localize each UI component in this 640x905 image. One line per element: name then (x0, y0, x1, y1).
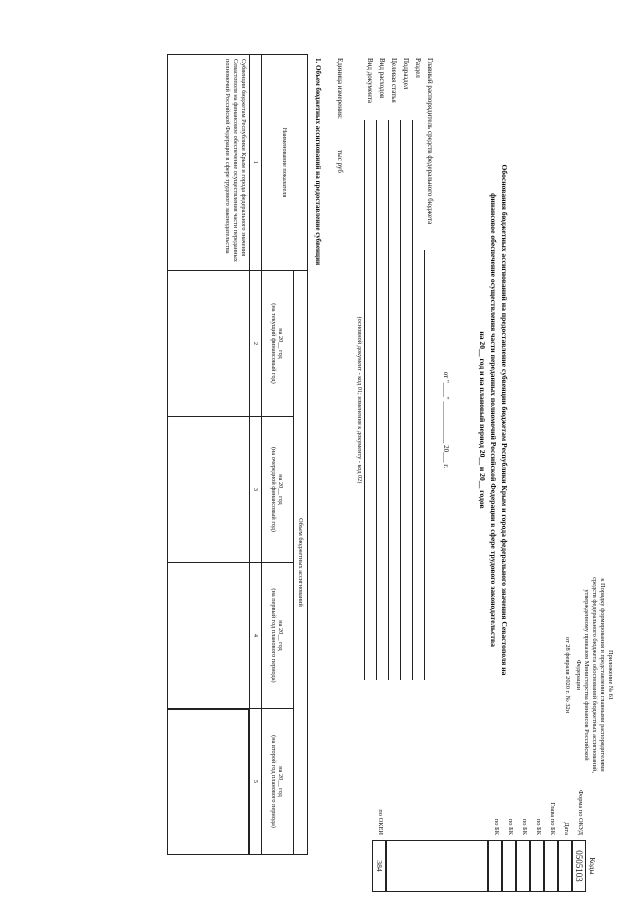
appendix-number: Приложение № 61 (607, 650, 614, 700)
razdel-line (412, 120, 413, 680)
col-year-label: на 20__ год (277, 328, 285, 359)
podrazdel-label: Подраздел (402, 58, 410, 90)
chief-manager-label: Главный распорядитель средств федерального бюджета (426, 58, 434, 225)
value-cell-current-year[interactable] (168, 271, 250, 417)
col-year-sub: (на текущий финансовый год) (270, 303, 278, 384)
unit-value: тыс руб (336, 150, 344, 173)
podrazdel-line (400, 120, 401, 680)
doc-type-hint: (основной документ - код 01; изменения к документу - код 02) (356, 316, 363, 484)
approval-line: к Порядку формирования и представления главными распорядителями (599, 578, 606, 772)
subvention-row-label (168, 55, 250, 271)
value-cell-next-year[interactable] (168, 417, 250, 563)
vr-code (488, 840, 502, 892)
col-next-year-header (262, 417, 294, 563)
col-name-header: Наименование показателя (262, 55, 308, 271)
razdel-bk-label: по БК (535, 818, 542, 835)
form-title-line-2: финансовое обеспечение осуществления части переданных полномочий Российской Федерации в сфере трудового законодательства (489, 193, 498, 647)
volume-group-header: Объем бюджетных ассигнований (294, 271, 308, 855)
value-cell-plan-1[interactable] (168, 563, 250, 709)
col-number: 1 (250, 55, 262, 271)
col-current-year-header (262, 271, 294, 417)
okei-label: по ОКЕИ (377, 809, 384, 835)
form-date-line: от "____" ____________ 20___ г. (442, 371, 450, 469)
approval-line: Федерации (575, 659, 582, 691)
col-year-sub: (на очередной финансовый год) (270, 446, 278, 533)
razdel-label: Раздел (414, 58, 422, 78)
col-year-label: на 20__ год (277, 766, 285, 797)
vr-line (376, 120, 377, 680)
okud-label: Форма по ОКУД (577, 790, 584, 835)
okud-code: 0505103 (572, 840, 586, 892)
okei-code: 384 (372, 840, 386, 892)
form-title-line-1: Обоснования бюджетных ассигнований на предоставление субвенции бюджетам Республики Крым и города федерального значения Севастополя на (500, 164, 509, 676)
col-year-label: на 20__ год (277, 474, 285, 505)
section-1-title: 1. Объем бюджетных ассигнований на предоставление субвенции (314, 58, 322, 266)
col-number: 5 (250, 709, 262, 855)
appropriations-table (167, 54, 308, 855)
doc-type-line (364, 120, 365, 680)
col-number: 4 (250, 563, 262, 709)
doc-type-label: Вид документа (366, 58, 374, 104)
col-year-label: на 20__ год (277, 620, 285, 651)
col-number: 2 (250, 271, 262, 417)
csr-code (502, 840, 516, 892)
csr-line (388, 120, 389, 680)
date-label: Дата (563, 822, 570, 835)
subvention-row-text: Субвенции бюджетам Республики Крым и города федерального значения Севастополя на финансовое обеспечение осуществления части переданных полномочий Российской Федерации в сфере трудового законодательства (223, 59, 247, 262)
unit-label: Единица измерения: (336, 58, 344, 119)
glava-code (544, 840, 558, 892)
codes-box (326, 840, 598, 892)
col-number: 3 (250, 417, 262, 563)
vr-bk-label: по БК (493, 818, 500, 835)
col-year-sub: (на первый год планового периода) (270, 588, 278, 683)
podrazdel-bk-label: по БК (521, 818, 528, 835)
col-plan-1-header (262, 563, 294, 709)
chief-manager-line (424, 250, 425, 680)
col-plan-2-header (262, 709, 294, 855)
razdel-code (530, 840, 544, 892)
approval-line: утвержденному приказом Министерства финансов Российской (583, 589, 590, 761)
date-code (558, 840, 572, 892)
approval-block (563, 530, 614, 820)
codes-header: Коды (588, 857, 597, 875)
vr-label: Вид расходов (378, 58, 386, 99)
podrazdel-code (516, 840, 530, 892)
doc-type-code (386, 840, 488, 892)
csr-bk-label: по БК (507, 818, 514, 835)
col-year-sub: (на второй год планового периода) (270, 735, 278, 828)
approval-date: от 28 февраля 2020 г. № 32н (564, 636, 571, 714)
glava-label: Глава по БК (549, 802, 556, 835)
approval-line: средств федерального бюджета обоснований бюджетных ассигнований, (591, 577, 598, 773)
form-title-line-3: на 20__ год и на плановый период 20__ и 20__ годов (478, 331, 487, 509)
value-cell-plan-2[interactable] (168, 709, 250, 855)
csr-label: Целевая статья (390, 58, 398, 103)
